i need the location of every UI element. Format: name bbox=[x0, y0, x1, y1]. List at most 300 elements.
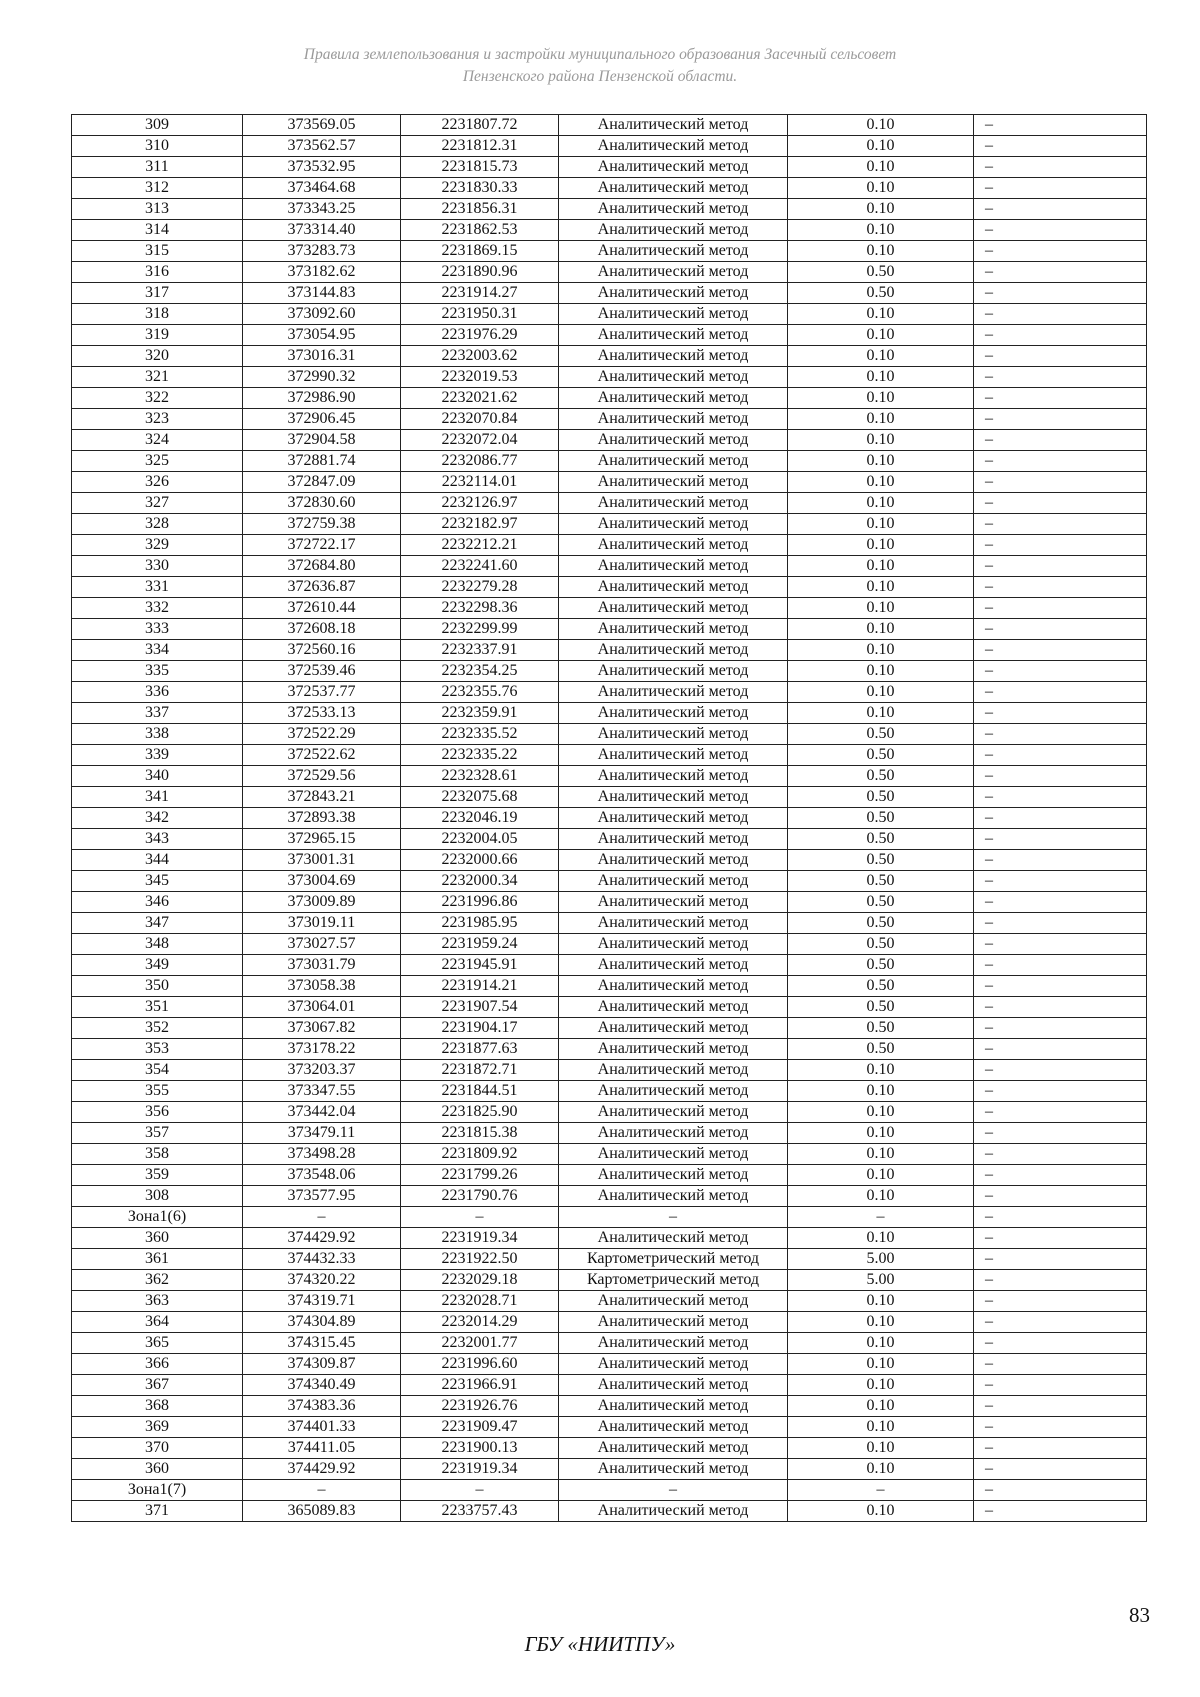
point-number-cell: 320 bbox=[72, 346, 243, 367]
point-number-cell: 360 bbox=[72, 1459, 243, 1480]
note-cell: – bbox=[974, 934, 1147, 955]
accuracy-cell: 0.10 bbox=[788, 619, 974, 640]
point-number-cell: 341 bbox=[72, 787, 243, 808]
note-cell: – bbox=[974, 913, 1147, 934]
y-coordinate-cell: 2232070.84 bbox=[401, 409, 559, 430]
y-coordinate-cell: 2232019.53 bbox=[401, 367, 559, 388]
point-number-cell: 340 bbox=[72, 766, 243, 787]
x-coordinate-cell: 373144.83 bbox=[243, 283, 401, 304]
accuracy-cell: 5.00 bbox=[788, 1270, 974, 1291]
note-cell: – bbox=[974, 745, 1147, 766]
method-cell: Аналитический метод bbox=[559, 1312, 788, 1333]
table-row bbox=[72, 262, 1147, 283]
accuracy-cell: 0.10 bbox=[788, 1459, 974, 1480]
accuracy-cell: 0.10 bbox=[788, 241, 974, 262]
y-coordinate-cell: 2232072.04 bbox=[401, 430, 559, 451]
x-coordinate-cell: 372636.87 bbox=[243, 577, 401, 598]
method-cell: Аналитический метод bbox=[559, 1396, 788, 1417]
y-coordinate-cell: 2231877.63 bbox=[401, 1039, 559, 1060]
x-coordinate-cell: 374340.49 bbox=[243, 1375, 401, 1396]
x-coordinate-cell: 373067.82 bbox=[243, 1018, 401, 1039]
note-cell: – bbox=[974, 619, 1147, 640]
accuracy-cell: 0.10 bbox=[788, 1312, 974, 1333]
accuracy-cell: 0.10 bbox=[788, 1144, 974, 1165]
method-cell: Аналитический метод bbox=[559, 913, 788, 934]
point-number-cell: 339 bbox=[72, 745, 243, 766]
table-row bbox=[72, 1438, 1147, 1459]
table-row bbox=[72, 724, 1147, 745]
y-coordinate-cell: 2232241.60 bbox=[401, 556, 559, 577]
point-number-cell: 367 bbox=[72, 1375, 243, 1396]
point-number-cell: 348 bbox=[72, 934, 243, 955]
method-cell: Аналитический метод bbox=[559, 388, 788, 409]
table-row bbox=[72, 1081, 1147, 1102]
method-cell: Аналитический метод bbox=[559, 325, 788, 346]
y-coordinate-cell: 2232014.29 bbox=[401, 1312, 559, 1333]
point-number-cell: 346 bbox=[72, 892, 243, 913]
table-row bbox=[72, 325, 1147, 346]
y-coordinate-cell: 2231976.29 bbox=[401, 325, 559, 346]
table-row bbox=[72, 1354, 1147, 1375]
y-coordinate-cell: 2232335.52 bbox=[401, 724, 559, 745]
y-coordinate-cell: 2231907.54 bbox=[401, 997, 559, 1018]
method-cell: Аналитический метод bbox=[559, 514, 788, 535]
note-cell: – bbox=[974, 1291, 1147, 1312]
method-cell: – bbox=[559, 1480, 788, 1501]
table-row bbox=[72, 1270, 1147, 1291]
x-coordinate-cell: 374429.92 bbox=[243, 1228, 401, 1249]
note-cell: – bbox=[974, 1354, 1147, 1375]
point-number-cell: 361 bbox=[72, 1249, 243, 1270]
note-cell: – bbox=[974, 892, 1147, 913]
table-row bbox=[72, 619, 1147, 640]
y-coordinate-cell: 2232004.05 bbox=[401, 829, 559, 850]
x-coordinate-cell: 373016.31 bbox=[243, 346, 401, 367]
table-row bbox=[72, 745, 1147, 766]
method-cell: Аналитический метод bbox=[559, 1039, 788, 1060]
point-number-cell: 358 bbox=[72, 1144, 243, 1165]
accuracy-cell: 0.10 bbox=[788, 1186, 974, 1207]
method-cell: Аналитический метод bbox=[559, 535, 788, 556]
accuracy-cell: 0.50 bbox=[788, 724, 974, 745]
method-cell: Картометрический метод bbox=[559, 1249, 788, 1270]
table-row bbox=[72, 997, 1147, 1018]
table-row bbox=[72, 1039, 1147, 1060]
method-cell: Аналитический метод bbox=[559, 661, 788, 682]
y-coordinate-cell: 2232298.36 bbox=[401, 598, 559, 619]
point-number-cell: 328 bbox=[72, 514, 243, 535]
accuracy-cell: 0.10 bbox=[788, 493, 974, 514]
note-cell: – bbox=[974, 451, 1147, 472]
note-cell: – bbox=[974, 325, 1147, 346]
note-cell: – bbox=[974, 241, 1147, 262]
method-cell: Аналитический метод bbox=[559, 136, 788, 157]
note-cell: – bbox=[974, 850, 1147, 871]
accuracy-cell: 0.50 bbox=[788, 976, 974, 997]
note-cell: – bbox=[974, 577, 1147, 598]
point-number-cell: 324 bbox=[72, 430, 243, 451]
y-coordinate-cell: 2231904.17 bbox=[401, 1018, 559, 1039]
method-cell: Аналитический метод bbox=[559, 1291, 788, 1312]
table-row bbox=[72, 367, 1147, 388]
x-coordinate-cell: 373019.11 bbox=[243, 913, 401, 934]
y-coordinate-cell: 2231914.27 bbox=[401, 283, 559, 304]
table-row bbox=[72, 1480, 1147, 1501]
x-coordinate-cell: 372539.46 bbox=[243, 661, 401, 682]
y-coordinate-cell: 2231966.91 bbox=[401, 1375, 559, 1396]
y-coordinate-cell: 2232046.19 bbox=[401, 808, 559, 829]
y-coordinate-cell: 2231919.34 bbox=[401, 1459, 559, 1480]
y-coordinate-cell: 2231825.90 bbox=[401, 1102, 559, 1123]
y-coordinate-cell: 2232328.61 bbox=[401, 766, 559, 787]
point-number-cell: 369 bbox=[72, 1417, 243, 1438]
table-row bbox=[72, 661, 1147, 682]
note-cell: – bbox=[974, 724, 1147, 745]
note-cell: – bbox=[974, 997, 1147, 1018]
note-cell: – bbox=[974, 598, 1147, 619]
note-cell: – bbox=[974, 1501, 1147, 1522]
note-cell: – bbox=[974, 703, 1147, 724]
table-row bbox=[72, 493, 1147, 514]
y-coordinate-cell: 2232003.62 bbox=[401, 346, 559, 367]
point-number-cell: 322 bbox=[72, 388, 243, 409]
method-cell: Аналитический метод bbox=[559, 1081, 788, 1102]
accuracy-cell: 0.50 bbox=[788, 892, 974, 913]
method-cell: Аналитический метод bbox=[559, 682, 788, 703]
method-cell: Аналитический метод bbox=[559, 808, 788, 829]
page-footer: ГБУ «НИИТПУ» bbox=[524, 1632, 676, 1656]
accuracy-cell: 0.10 bbox=[788, 1060, 974, 1081]
point-number-cell: 351 bbox=[72, 997, 243, 1018]
x-coordinate-cell: 373569.05 bbox=[243, 115, 401, 136]
y-coordinate-cell: 2232000.34 bbox=[401, 871, 559, 892]
accuracy-cell: 0.50 bbox=[788, 829, 974, 850]
page-header bbox=[0, 44, 1200, 88]
accuracy-cell: 0.50 bbox=[788, 1018, 974, 1039]
method-cell: Аналитический метод bbox=[559, 115, 788, 136]
page-number: 83 bbox=[1129, 1603, 1150, 1627]
x-coordinate-cell: 372522.29 bbox=[243, 724, 401, 745]
note-cell: – bbox=[974, 199, 1147, 220]
accuracy-cell: 0.50 bbox=[788, 1039, 974, 1060]
table-row bbox=[72, 451, 1147, 472]
note-cell: – bbox=[974, 1333, 1147, 1354]
coordinates-table-body bbox=[72, 115, 1147, 1522]
accuracy-cell: 0.10 bbox=[788, 598, 974, 619]
accuracy-cell: 0.10 bbox=[788, 1396, 974, 1417]
y-coordinate-cell: 2232212.21 bbox=[401, 535, 559, 556]
method-cell: Аналитический метод bbox=[559, 451, 788, 472]
note-cell: – bbox=[974, 1207, 1147, 1228]
table-row bbox=[72, 430, 1147, 451]
y-coordinate-cell: 2231844.51 bbox=[401, 1081, 559, 1102]
x-coordinate-cell: 372990.32 bbox=[243, 367, 401, 388]
y-coordinate-cell: 2232335.22 bbox=[401, 745, 559, 766]
x-coordinate-cell: 373064.01 bbox=[243, 997, 401, 1018]
table-row bbox=[72, 640, 1147, 661]
point-number-cell: 356 bbox=[72, 1102, 243, 1123]
point-number-cell: 370 bbox=[72, 1438, 243, 1459]
method-cell: Аналитический метод bbox=[559, 1459, 788, 1480]
point-number-cell: 330 bbox=[72, 556, 243, 577]
note-cell: – bbox=[974, 1186, 1147, 1207]
method-cell: Аналитический метод bbox=[559, 871, 788, 892]
point-number-cell: 318 bbox=[72, 304, 243, 325]
note-cell: – bbox=[974, 787, 1147, 808]
accuracy-cell: 0.10 bbox=[788, 451, 974, 472]
point-number-cell: 343 bbox=[72, 829, 243, 850]
point-number-cell: 347 bbox=[72, 913, 243, 934]
point-number-cell: Зона1(7) bbox=[72, 1480, 243, 1501]
coordinates-table bbox=[71, 114, 1147, 1522]
note-cell: – bbox=[974, 976, 1147, 997]
x-coordinate-cell: 374411.05 bbox=[243, 1438, 401, 1459]
method-cell: Аналитический метод bbox=[559, 1501, 788, 1522]
point-number-cell: 316 bbox=[72, 262, 243, 283]
y-coordinate-cell: 2231996.86 bbox=[401, 892, 559, 913]
x-coordinate-cell: 372529.56 bbox=[243, 766, 401, 787]
note-cell: – bbox=[974, 1396, 1147, 1417]
note-cell: – bbox=[974, 157, 1147, 178]
x-coordinate-cell: 373343.25 bbox=[243, 199, 401, 220]
table-row bbox=[72, 1123, 1147, 1144]
method-cell: Аналитический метод bbox=[559, 1165, 788, 1186]
x-coordinate-cell: 373532.95 bbox=[243, 157, 401, 178]
note-cell: – bbox=[974, 1270, 1147, 1291]
note-cell: – bbox=[974, 766, 1147, 787]
accuracy-cell: – bbox=[788, 1207, 974, 1228]
point-number-cell: 332 bbox=[72, 598, 243, 619]
accuracy-cell: 0.10 bbox=[788, 1417, 974, 1438]
table-row bbox=[72, 598, 1147, 619]
accuracy-cell: 0.10 bbox=[788, 682, 974, 703]
y-coordinate-cell: 2232028.71 bbox=[401, 1291, 559, 1312]
note-cell: – bbox=[974, 1144, 1147, 1165]
method-cell: Аналитический метод bbox=[559, 1123, 788, 1144]
table-row bbox=[72, 220, 1147, 241]
note-cell: – bbox=[974, 1039, 1147, 1060]
point-number-cell: 363 bbox=[72, 1291, 243, 1312]
table-row bbox=[72, 1144, 1147, 1165]
note-cell: – bbox=[974, 115, 1147, 136]
y-coordinate-cell: 2232000.66 bbox=[401, 850, 559, 871]
table-row bbox=[72, 1291, 1147, 1312]
x-coordinate-cell: 372830.60 bbox=[243, 493, 401, 514]
table-row bbox=[72, 388, 1147, 409]
method-cell: Аналитический метод bbox=[559, 1060, 788, 1081]
method-cell: Аналитический метод bbox=[559, 493, 788, 514]
method-cell: – bbox=[559, 1207, 788, 1228]
y-coordinate-cell: 2231815.38 bbox=[401, 1123, 559, 1144]
x-coordinate-cell: 373498.28 bbox=[243, 1144, 401, 1165]
method-cell: Аналитический метод bbox=[559, 892, 788, 913]
y-coordinate-cell: 2232354.25 bbox=[401, 661, 559, 682]
note-cell: – bbox=[974, 178, 1147, 199]
point-number-cell: 359 bbox=[72, 1165, 243, 1186]
note-cell: – bbox=[974, 955, 1147, 976]
method-cell: Аналитический метод bbox=[559, 850, 788, 871]
accuracy-cell: 0.10 bbox=[788, 1165, 974, 1186]
point-number-cell: 353 bbox=[72, 1039, 243, 1060]
x-coordinate-cell: 372722.17 bbox=[243, 535, 401, 556]
table-row bbox=[72, 304, 1147, 325]
accuracy-cell: 0.10 bbox=[788, 388, 974, 409]
note-cell: – bbox=[974, 514, 1147, 535]
header-line-2: Пензенского района Пензенской области. bbox=[462, 68, 738, 85]
x-coordinate-cell: 372533.13 bbox=[243, 703, 401, 724]
point-number-cell: 354 bbox=[72, 1060, 243, 1081]
accuracy-cell: 0.10 bbox=[788, 1102, 974, 1123]
y-coordinate-cell: – bbox=[401, 1207, 559, 1228]
x-coordinate-cell: 372522.62 bbox=[243, 745, 401, 766]
method-cell: Аналитический метод bbox=[559, 1144, 788, 1165]
x-coordinate-cell: 373178.22 bbox=[243, 1039, 401, 1060]
method-cell: Аналитический метод bbox=[559, 703, 788, 724]
method-cell: Аналитический метод bbox=[559, 766, 788, 787]
x-coordinate-cell: 373347.55 bbox=[243, 1081, 401, 1102]
y-coordinate-cell: 2232029.18 bbox=[401, 1270, 559, 1291]
y-coordinate-cell: 2232075.68 bbox=[401, 787, 559, 808]
method-cell: Аналитический метод bbox=[559, 1438, 788, 1459]
y-coordinate-cell: 2231856.31 bbox=[401, 199, 559, 220]
table-row bbox=[72, 1396, 1147, 1417]
x-coordinate-cell: 373009.89 bbox=[243, 892, 401, 913]
point-number-cell: 362 bbox=[72, 1270, 243, 1291]
table-row bbox=[72, 787, 1147, 808]
y-coordinate-cell: – bbox=[401, 1480, 559, 1501]
x-coordinate-cell: 373054.95 bbox=[243, 325, 401, 346]
method-cell: Аналитический метод bbox=[559, 220, 788, 241]
x-coordinate-cell: 373442.04 bbox=[243, 1102, 401, 1123]
note-cell: – bbox=[974, 1438, 1147, 1459]
method-cell: Аналитический метод bbox=[559, 976, 788, 997]
x-coordinate-cell: 372881.74 bbox=[243, 451, 401, 472]
table-row bbox=[72, 115, 1147, 136]
y-coordinate-cell: 2231950.31 bbox=[401, 304, 559, 325]
table-row bbox=[72, 808, 1147, 829]
method-cell: Аналитический метод bbox=[559, 1333, 788, 1354]
y-coordinate-cell: 2232359.91 bbox=[401, 703, 559, 724]
point-number-cell: 350 bbox=[72, 976, 243, 997]
note-cell: – bbox=[974, 409, 1147, 430]
method-cell: Аналитический метод bbox=[559, 367, 788, 388]
accuracy-cell: 0.10 bbox=[788, 409, 974, 430]
point-number-cell: 338 bbox=[72, 724, 243, 745]
note-cell: – bbox=[974, 1375, 1147, 1396]
note-cell: – bbox=[974, 661, 1147, 682]
accuracy-cell: 0.10 bbox=[788, 325, 974, 346]
point-number-cell: 308 bbox=[72, 1186, 243, 1207]
point-number-cell: 336 bbox=[72, 682, 243, 703]
y-coordinate-cell: 2231869.15 bbox=[401, 241, 559, 262]
accuracy-cell: 0.10 bbox=[788, 640, 974, 661]
method-cell: Аналитический метод bbox=[559, 619, 788, 640]
method-cell: Аналитический метод bbox=[559, 430, 788, 451]
point-number-cell: 313 bbox=[72, 199, 243, 220]
y-coordinate-cell: 2231890.96 bbox=[401, 262, 559, 283]
method-cell: Аналитический метод bbox=[559, 178, 788, 199]
note-cell: – bbox=[974, 640, 1147, 661]
method-cell: Аналитический метод bbox=[559, 1102, 788, 1123]
note-cell: – bbox=[974, 262, 1147, 283]
accuracy-cell: 0.50 bbox=[788, 787, 974, 808]
note-cell: – bbox=[974, 1123, 1147, 1144]
accuracy-cell: 0.50 bbox=[788, 913, 974, 934]
note-cell: – bbox=[974, 1312, 1147, 1333]
point-number-cell: 310 bbox=[72, 136, 243, 157]
x-coordinate-cell: 374429.92 bbox=[243, 1459, 401, 1480]
method-cell: Аналитический метод bbox=[559, 241, 788, 262]
x-coordinate-cell: 374432.33 bbox=[243, 1249, 401, 1270]
y-coordinate-cell: 2231812.31 bbox=[401, 136, 559, 157]
x-coordinate-cell: 372608.18 bbox=[243, 619, 401, 640]
point-number-cell: 321 bbox=[72, 367, 243, 388]
method-cell: Аналитический метод bbox=[559, 640, 788, 661]
method-cell: Аналитический метод bbox=[559, 598, 788, 619]
accuracy-cell: 0.10 bbox=[788, 1228, 974, 1249]
table-row bbox=[72, 409, 1147, 430]
x-coordinate-cell: 372904.58 bbox=[243, 430, 401, 451]
note-cell: – bbox=[974, 808, 1147, 829]
x-coordinate-cell: 372759.38 bbox=[243, 514, 401, 535]
y-coordinate-cell: 2232299.99 bbox=[401, 619, 559, 640]
method-cell: Аналитический метод bbox=[559, 724, 788, 745]
method-cell: Аналитический метод bbox=[559, 1354, 788, 1375]
point-number-cell: 317 bbox=[72, 283, 243, 304]
point-number-cell: 323 bbox=[72, 409, 243, 430]
table-row bbox=[72, 1501, 1147, 1522]
note-cell: – bbox=[974, 1081, 1147, 1102]
x-coordinate-cell: 373092.60 bbox=[243, 304, 401, 325]
y-coordinate-cell: 2232279.28 bbox=[401, 577, 559, 598]
accuracy-cell: 0.10 bbox=[788, 1333, 974, 1354]
x-coordinate-cell: 373479.11 bbox=[243, 1123, 401, 1144]
point-number-cell: 312 bbox=[72, 178, 243, 199]
x-coordinate-cell: 373283.73 bbox=[243, 241, 401, 262]
x-coordinate-cell: 372893.38 bbox=[243, 808, 401, 829]
accuracy-cell: 0.10 bbox=[788, 577, 974, 598]
point-number-cell: 314 bbox=[72, 220, 243, 241]
accuracy-cell: 0.10 bbox=[788, 1354, 974, 1375]
method-cell: Аналитический метод bbox=[559, 955, 788, 976]
note-cell: – bbox=[974, 367, 1147, 388]
table-row bbox=[72, 934, 1147, 955]
y-coordinate-cell: 2231830.33 bbox=[401, 178, 559, 199]
accuracy-cell: 0.10 bbox=[788, 346, 974, 367]
point-number-cell: 357 bbox=[72, 1123, 243, 1144]
x-coordinate-cell: 372847.09 bbox=[243, 472, 401, 493]
y-coordinate-cell: 2232086.77 bbox=[401, 451, 559, 472]
point-number-cell: 349 bbox=[72, 955, 243, 976]
x-coordinate-cell: 373001.31 bbox=[243, 850, 401, 871]
method-cell: Аналитический метод bbox=[559, 1018, 788, 1039]
point-number-cell: 325 bbox=[72, 451, 243, 472]
y-coordinate-cell: 2231862.53 bbox=[401, 220, 559, 241]
x-coordinate-cell: 373464.68 bbox=[243, 178, 401, 199]
accuracy-cell: 0.50 bbox=[788, 850, 974, 871]
method-cell: Аналитический метод bbox=[559, 283, 788, 304]
table-row bbox=[72, 1228, 1147, 1249]
x-coordinate-cell: 372965.15 bbox=[243, 829, 401, 850]
table-row bbox=[72, 283, 1147, 304]
x-coordinate-cell: 372986.90 bbox=[243, 388, 401, 409]
table-row bbox=[72, 913, 1147, 934]
x-coordinate-cell: 373031.79 bbox=[243, 955, 401, 976]
table-row bbox=[72, 955, 1147, 976]
method-cell: Аналитический метод bbox=[559, 1228, 788, 1249]
y-coordinate-cell: 2233757.43 bbox=[401, 1501, 559, 1522]
note-cell: – bbox=[974, 472, 1147, 493]
